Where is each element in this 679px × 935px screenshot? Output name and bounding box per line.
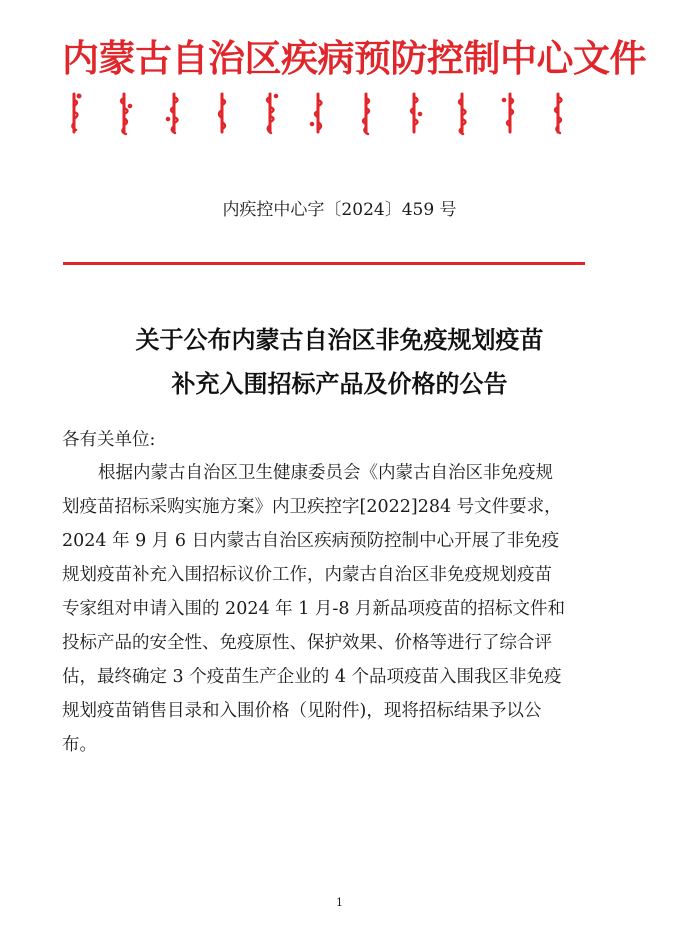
- body-line: 规划疫苗销售目录和入围价格（见附件)，现将招标结果予以公: [62, 701, 542, 721]
- notice-title: [0, 318, 679, 406]
- body-line: 划疫苗招标采购实施方案》内卫疾控字[2022]284 号文件要求，: [62, 497, 562, 517]
- notice-title-line-2: 补充入围招标产品及价格的公告: [171, 369, 508, 398]
- body-line: 根据内蒙古自治区卫生健康委员会《内蒙古自治区非免疫规: [98, 463, 553, 483]
- body-line: 投标产品的安全性、免疫原性、保护效果、价格等进行了综合评: [62, 633, 552, 653]
- body-line: 估，最终确定 3 个疫苗生产企业的 4 个品项疫苗入围我区非免疫: [62, 667, 562, 687]
- body-line: 专家组对申请入围的 2024 年 1 月-8 月新品项疫苗的招标文件和: [62, 599, 566, 619]
- mongolian-script-header: [66, 92, 586, 136]
- page-number: 1: [336, 896, 343, 909]
- notice-title-line-1: 关于公布内蒙古自治区非免疫规划疫苗: [135, 325, 544, 354]
- salutation: 各有关单位:: [62, 430, 156, 450]
- document-number: 内疾控中心字〔2024〕459 号: [222, 200, 457, 220]
- red-separator-line: [63, 262, 585, 265]
- body-line: 规划疫苗补充入围招标议价工作，内蒙古自治区非免疫规划疫苗: [62, 565, 552, 585]
- body-line: 布。: [62, 735, 97, 755]
- agency-header-title: 内蒙古自治区疾病预防控制中心文件: [62, 37, 646, 80]
- body-paragraph: [62, 456, 622, 762]
- body-line: 2024 年 9 月 6 日内蒙古自治区疾病预防控制中心开展了非免疫: [62, 531, 560, 551]
- mongolian-script-graphic: [66, 92, 586, 136]
